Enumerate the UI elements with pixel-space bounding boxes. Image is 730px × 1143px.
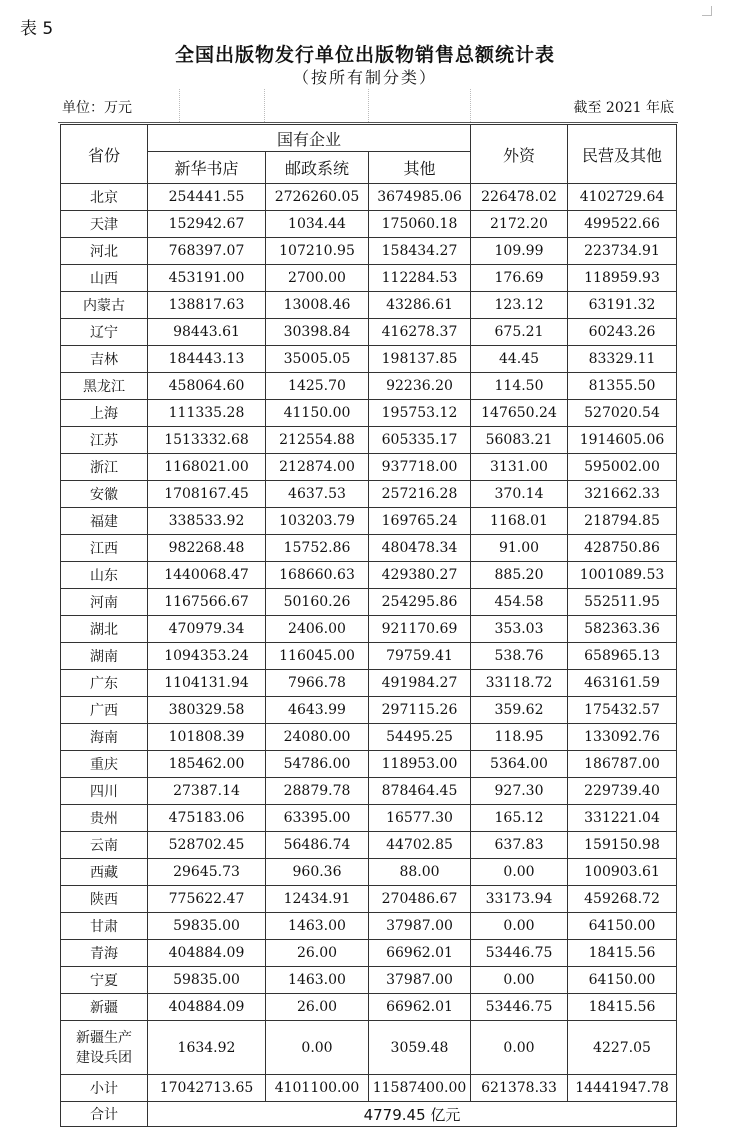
table-cell: 582363.36	[568, 616, 677, 643]
table-cell: 552511.95	[568, 589, 677, 616]
province-name: 北京	[61, 184, 148, 211]
table-cell: 101808.39	[148, 724, 266, 751]
province-name: 海南	[61, 724, 148, 751]
table-row	[61, 373, 677, 400]
table-cell: 621378.33	[471, 1075, 568, 1102]
table-cell: 321662.33	[568, 481, 677, 508]
table-cell: 0.00	[471, 1021, 568, 1075]
table-cell: 1463.00	[266, 913, 369, 940]
table-cell: 331221.04	[568, 805, 677, 832]
province-name: 西藏	[61, 859, 148, 886]
table-cell: 499522.66	[568, 211, 677, 238]
table-cell: 960.36	[266, 859, 369, 886]
table-cell: 775622.47	[148, 886, 266, 913]
table-cell: 921170.69	[369, 616, 471, 643]
table-cell: 475183.06	[148, 805, 266, 832]
table-cell: 26.00	[266, 940, 369, 967]
table-cell: 60243.26	[568, 319, 677, 346]
table-row	[61, 562, 677, 589]
table-cell: 404884.09	[148, 940, 266, 967]
table-cell: 297115.26	[369, 697, 471, 724]
table-cell: 459268.72	[568, 886, 677, 913]
table-cell: 107210.95	[266, 238, 369, 265]
table-cell: 118953.00	[369, 751, 471, 778]
table-cell: 1168021.00	[148, 454, 266, 481]
table-cell: 63191.32	[568, 292, 677, 319]
table-cell: 463161.59	[568, 670, 677, 697]
table-row	[61, 670, 677, 697]
province-name: 安徽	[61, 481, 148, 508]
province-name: 辽宁	[61, 319, 148, 346]
table-row	[61, 238, 677, 265]
province-name: 陕西	[61, 886, 148, 913]
table-cell: 5364.00	[471, 751, 568, 778]
province-name: 福建	[61, 508, 148, 535]
table-cell: 64150.00	[568, 913, 677, 940]
table-cell: 116045.00	[266, 643, 369, 670]
province-name: 江苏	[61, 427, 148, 454]
province-name: 云南	[61, 832, 148, 859]
province-name: 河南	[61, 589, 148, 616]
table-cell: 359.62	[471, 697, 568, 724]
table-cell: 4643.99	[266, 697, 369, 724]
table-row	[61, 643, 677, 670]
table-cell: 14441947.78	[568, 1075, 677, 1102]
table-cell: 66962.01	[369, 940, 471, 967]
header-other: 其他	[369, 152, 471, 184]
table-cell: 159150.98	[568, 832, 677, 859]
table-row	[61, 400, 677, 427]
table-cell: 1914605.06	[568, 427, 677, 454]
table-cell: 538.76	[471, 643, 568, 670]
table-cell: 66962.01	[369, 994, 471, 1021]
province-name: 青海	[61, 940, 148, 967]
table-cell: 168660.63	[266, 562, 369, 589]
table-cell: 3059.48	[369, 1021, 471, 1075]
header-foreign: 外资	[471, 125, 568, 184]
table-cell: 56486.74	[266, 832, 369, 859]
table-cell: 675.21	[471, 319, 568, 346]
table-cell: 257216.28	[369, 481, 471, 508]
table-cell: 429380.27	[369, 562, 471, 589]
table-cell: 11587400.00	[369, 1075, 471, 1102]
page-title: 全国出版物发行单位出版物销售总额统计表	[174, 44, 555, 66]
table-row	[61, 589, 677, 616]
table-row	[61, 940, 677, 967]
page-subtitle: （按所有制分类）	[292, 68, 437, 87]
table-cell: 16577.30	[369, 805, 471, 832]
table-cell: 28879.78	[266, 778, 369, 805]
table-cell: 404884.09	[148, 994, 266, 1021]
province-name: 吉林	[61, 346, 148, 373]
table-row	[61, 967, 677, 994]
table-row	[61, 913, 677, 940]
table-cell: 1708167.45	[148, 481, 266, 508]
province-name: 广西	[61, 697, 148, 724]
table-cell: 53446.75	[471, 994, 568, 1021]
province-name: 山东	[61, 562, 148, 589]
table-cell: 152942.67	[148, 211, 266, 238]
province-name: 湖北	[61, 616, 148, 643]
table-row	[61, 697, 677, 724]
table-row	[61, 724, 677, 751]
table-cell: 0.00	[471, 967, 568, 994]
province-name: 贵州	[61, 805, 148, 832]
province-name: 浙江	[61, 454, 148, 481]
guide-line	[368, 89, 369, 122]
province-name: 山西	[61, 265, 148, 292]
table-cell: 41150.00	[266, 400, 369, 427]
table-cell: 169765.24	[369, 508, 471, 535]
table-cell: 0.00	[471, 859, 568, 886]
guide-line	[179, 89, 180, 122]
table-cell: 4101100.00	[266, 1075, 369, 1102]
province-name: 湖南	[61, 643, 148, 670]
table-cell: 226478.02	[471, 184, 568, 211]
table-cell: 37987.00	[369, 913, 471, 940]
table-cell: 17042713.65	[148, 1075, 266, 1102]
table-cell: 111335.28	[148, 400, 266, 427]
header-postal: 邮政系统	[266, 152, 369, 184]
table-cell: 56083.21	[471, 427, 568, 454]
table-cell: 0.00	[266, 1021, 369, 1075]
table-cell: 254441.55	[148, 184, 266, 211]
table-cell: 92236.20	[369, 373, 471, 400]
table-cell: 1034.44	[266, 211, 369, 238]
table-cell: 1440068.47	[148, 562, 266, 589]
table-cell: 98443.61	[148, 319, 266, 346]
table-cell: 1168.01	[471, 508, 568, 535]
province-name: 江西	[61, 535, 148, 562]
table-cell: 198137.85	[369, 346, 471, 373]
header-row	[61, 125, 677, 152]
table-cell: 44702.85	[369, 832, 471, 859]
table-cell: 165.12	[471, 805, 568, 832]
unit-row	[58, 89, 678, 123]
table-row	[61, 832, 677, 859]
province-name: 黑龙江	[61, 373, 148, 400]
table-cell: 1634.92	[148, 1021, 266, 1075]
table-cell: 91.00	[471, 535, 568, 562]
header-province: 省份	[61, 125, 148, 184]
page-corner-mark	[702, 6, 712, 16]
table-cell: 370.14	[471, 481, 568, 508]
table-cell: 2700.00	[266, 265, 369, 292]
table-cell: 527020.54	[568, 400, 677, 427]
province-name: 上海	[61, 400, 148, 427]
table-row	[61, 751, 677, 778]
grand-total-row	[61, 1102, 677, 1127]
grand-total-label: 合计	[61, 1102, 148, 1127]
table-cell: 138817.63	[148, 292, 266, 319]
table-row	[61, 427, 677, 454]
table-cell: 18415.56	[568, 994, 677, 1021]
table-label: 表 5	[20, 19, 54, 39]
table-cell: 29645.73	[148, 859, 266, 886]
table-cell: 64150.00	[568, 967, 677, 994]
guide-line	[470, 89, 471, 122]
table-cell: 270486.67	[369, 886, 471, 913]
table-cell: 229739.40	[568, 778, 677, 805]
table-cell: 416278.37	[369, 319, 471, 346]
table-cell: 53446.75	[471, 940, 568, 967]
table-cell: 30398.84	[266, 319, 369, 346]
table-row	[61, 211, 677, 238]
table-cell: 480478.34	[369, 535, 471, 562]
table-cell: 218794.85	[568, 508, 677, 535]
table-cell: 658965.13	[568, 643, 677, 670]
table-cell: 338533.92	[148, 508, 266, 535]
table-body	[61, 184, 677, 1075]
table-cell: 428750.86	[568, 535, 677, 562]
table-cell: 380329.58	[148, 697, 266, 724]
province-name: 河北	[61, 238, 148, 265]
table-cell: 12434.91	[266, 886, 369, 913]
table-cell: 175060.18	[369, 211, 471, 238]
table-cell: 114.50	[471, 373, 568, 400]
table-cell: 81355.50	[568, 373, 677, 400]
table-cell: 118.95	[471, 724, 568, 751]
table-cell: 212554.88	[266, 427, 369, 454]
table-cell: 112284.53	[369, 265, 471, 292]
table-cell: 768397.07	[148, 238, 266, 265]
table-cell: 27387.14	[148, 778, 266, 805]
province-name: 新疆生产 建设兵团	[61, 1021, 148, 1075]
table-cell: 133092.76	[568, 724, 677, 751]
table-cell: 44.45	[471, 346, 568, 373]
province-name: 甘肃	[61, 913, 148, 940]
table-cell: 1513332.68	[148, 427, 266, 454]
table-cell: 1094353.24	[148, 643, 266, 670]
table-cell: 185462.00	[148, 751, 266, 778]
province-name: 重庆	[61, 751, 148, 778]
table-cell: 454.58	[471, 589, 568, 616]
table-cell: 26.00	[266, 994, 369, 1021]
table-cell: 0.00	[471, 913, 568, 940]
table-cell: 605335.17	[369, 427, 471, 454]
table-cell: 927.30	[471, 778, 568, 805]
table-cell: 1167566.67	[148, 589, 266, 616]
table-cell: 528702.45	[148, 832, 266, 859]
province-name: 宁夏	[61, 967, 148, 994]
table-cell: 103203.79	[266, 508, 369, 535]
table-cell: 3131.00	[471, 454, 568, 481]
table-cell: 1001089.53	[568, 562, 677, 589]
table-cell: 35005.05	[266, 346, 369, 373]
table-cell: 147650.24	[471, 400, 568, 427]
table-cell: 2406.00	[266, 616, 369, 643]
table-cell: 59835.00	[148, 967, 266, 994]
table-row	[61, 535, 677, 562]
table-row	[61, 319, 677, 346]
table-cell: 33173.94	[471, 886, 568, 913]
table-cell: 353.03	[471, 616, 568, 643]
table-cell: 54786.00	[266, 751, 369, 778]
table-cell: 1425.70	[266, 373, 369, 400]
table-cell: 37987.00	[369, 967, 471, 994]
table-cell: 109.99	[471, 238, 568, 265]
table-row	[61, 886, 677, 913]
table-cell: 637.83	[471, 832, 568, 859]
table-cell: 595002.00	[568, 454, 677, 481]
table-cell: 118959.93	[568, 265, 677, 292]
guide-line	[264, 89, 265, 122]
table-cell: 885.20	[471, 562, 568, 589]
table-row	[61, 265, 677, 292]
header-private: 民营及其他	[568, 125, 677, 184]
table-cell: 158434.27	[369, 238, 471, 265]
table-cell: 458064.60	[148, 373, 266, 400]
table-row	[61, 1021, 677, 1075]
table-cell: 878464.45	[369, 778, 471, 805]
table-cell: 79759.41	[369, 643, 471, 670]
subtotal-row	[61, 1075, 677, 1102]
table-cell: 88.00	[369, 859, 471, 886]
unit-label: 单位：万元	[62, 100, 132, 116]
table-cell: 223734.91	[568, 238, 677, 265]
table-cell: 195753.12	[369, 400, 471, 427]
table-cell: 3674985.06	[369, 184, 471, 211]
table-cell: 63395.00	[266, 805, 369, 832]
table-cell: 24080.00	[266, 724, 369, 751]
table-row	[61, 346, 677, 373]
table-cell: 43286.61	[369, 292, 471, 319]
table-row	[61, 508, 677, 535]
table-cell: 186787.00	[568, 751, 677, 778]
table-cell: 4227.05	[568, 1021, 677, 1075]
table-cell: 212874.00	[266, 454, 369, 481]
table-row	[61, 292, 677, 319]
table-row	[61, 994, 677, 1021]
table-cell: 33118.72	[471, 670, 568, 697]
table-cell: 4637.53	[266, 481, 369, 508]
table-cell: 491984.27	[369, 670, 471, 697]
table-cell: 937718.00	[369, 454, 471, 481]
table-cell: 982268.48	[148, 535, 266, 562]
table-row	[61, 805, 677, 832]
province-name: 四川	[61, 778, 148, 805]
table-row	[61, 454, 677, 481]
table-row	[61, 859, 677, 886]
table-cell: 13008.46	[266, 292, 369, 319]
table-cell: 7966.78	[266, 670, 369, 697]
table-cell: 176.69	[471, 265, 568, 292]
table-row	[61, 616, 677, 643]
table-cell: 50160.26	[266, 589, 369, 616]
grand-total-value: 4779.45 亿元	[148, 1102, 677, 1127]
table-cell: 54495.25	[369, 724, 471, 751]
table-cell: 470979.34	[148, 616, 266, 643]
table-row	[61, 481, 677, 508]
province-name: 天津	[61, 211, 148, 238]
table-cell: 4102729.64	[568, 184, 677, 211]
table-row	[61, 778, 677, 805]
table-cell: 2726260.05	[266, 184, 369, 211]
table-cell: 453191.00	[148, 265, 266, 292]
table-cell: 175432.57	[568, 697, 677, 724]
header-xinhua: 新华书店	[148, 152, 266, 184]
table-row	[61, 184, 677, 211]
date-note: 截至 2021 年底	[573, 100, 674, 116]
subtotal-label: 小计	[61, 1075, 148, 1102]
table-cell: 18415.56	[568, 940, 677, 967]
table-cell: 123.12	[471, 292, 568, 319]
table-cell: 15752.86	[266, 535, 369, 562]
table-cell: 59835.00	[148, 913, 266, 940]
table-cell: 83329.11	[568, 346, 677, 373]
table-cell: 2172.20	[471, 211, 568, 238]
table-cell: 254295.86	[369, 589, 471, 616]
province-name: 广东	[61, 670, 148, 697]
table-cell: 184443.13	[148, 346, 266, 373]
header-state-owned: 国有企业	[148, 125, 471, 152]
table-cell: 1104131.94	[148, 670, 266, 697]
province-name: 新疆	[61, 994, 148, 1021]
table-cell: 100903.61	[568, 859, 677, 886]
sales-table	[60, 124, 677, 1127]
table-cell: 1463.00	[266, 967, 369, 994]
province-name: 内蒙古	[61, 292, 148, 319]
